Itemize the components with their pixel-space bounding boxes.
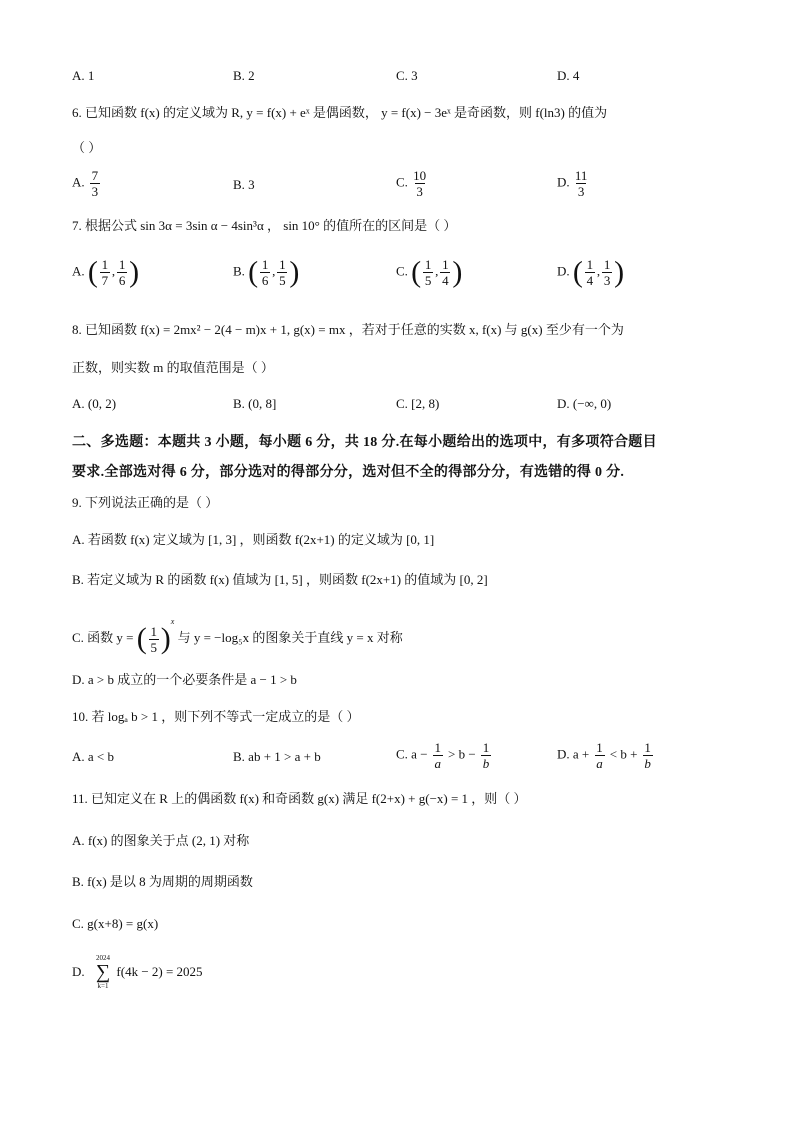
- denominator: 5: [279, 273, 286, 288]
- denominator: 6: [261, 273, 269, 288]
- q5-option-b: B. 2: [233, 68, 255, 83]
- q10-option-d-middle: < b +: [609, 746, 638, 762]
- q11-option-d-expression: f(4k − 2) = 2025: [116, 964, 203, 979]
- q8-option-b: B. (0, 8]: [233, 396, 277, 411]
- q7-option-a-label: A.: [72, 263, 85, 279]
- fraction: [423, 257, 433, 288]
- fraction: [643, 740, 653, 771]
- denominator: 5: [424, 273, 432, 288]
- q5-option-c: C. 3: [396, 68, 418, 83]
- numerator: 1: [482, 740, 490, 755]
- q6-option-d-label: D.: [557, 174, 570, 190]
- numerator: 7: [91, 168, 99, 183]
- q9-option-c-suffix: 与 y = −log₅x 的图象关于直线 y = x 对称: [177, 630, 403, 645]
- fraction: [117, 257, 127, 288]
- numerator: 1: [261, 257, 269, 272]
- q6-option-d: [557, 168, 589, 199]
- q6-blank: （ ）: [72, 140, 102, 155]
- denominator: 3: [577, 184, 585, 199]
- q11-stem: 11. 已知定义在 R 上的偶函数 f(x) 和奇函数 g(x) 满足 f(2+x) + g(−x) = 1 ，则（ ）: [72, 791, 527, 806]
- denominator: b: [644, 756, 651, 771]
- q6-stem: 6. 已知函数 f(x) 的定义域为 R, y = f(x) + eˣ 是偶函数， y = f(x) − 3eˣ 是奇函数，则 f(ln3) 的值为: [72, 105, 608, 120]
- q7-option-c-label: C.: [396, 263, 408, 279]
- numerator: 1: [150, 623, 158, 639]
- q11-option-b: B. f(x) 是以 8 为周期的周期函数: [72, 874, 253, 889]
- q7-stem: 7. 根据公式 sin 3α = 3sin α − 4sin³α ， sin 10° 的值所在的区间是（ ）: [72, 218, 457, 233]
- denominator: 4: [442, 273, 449, 288]
- numerator: 1: [424, 257, 432, 272]
- denominator: 3: [91, 184, 99, 199]
- q11-option-c: C. g(x+8) = g(x): [72, 916, 159, 931]
- q10-option-d: [557, 740, 655, 771]
- q9-option-d: D. a > b 成立的一个必要条件是 a − 1 > b: [72, 672, 297, 687]
- fraction: [90, 168, 100, 199]
- numerator: 1: [644, 740, 651, 755]
- fraction: [440, 257, 450, 288]
- q7-option-b: B. ( $\frac{1}{6}$ , $\frac{1}{5}$ ): [233, 255, 300, 289]
- q10-option-d-prefix: D. a +: [557, 746, 590, 762]
- q8-option-d: D. (−∞, 0): [557, 396, 612, 411]
- section-heading-line1: 二、多选题：本题共 3 小题，每小题 6 分，共 18 分.在每小题给出的选项中，有多项符合题目: [72, 435, 657, 450]
- q8-option-c: C. [2, 8): [396, 396, 440, 411]
- q7-option-a: A. ( $\frac{1}{7}$ , $\frac{1}{6}$ ): [72, 255, 140, 289]
- q10-option-c-middle: > b −: [448, 746, 476, 762]
- q8-stem-line1: 8. 已知函数 f(x) = 2mx² − 2(4 − m)x + 1, g(x) = mx ，若对于任意的实数 x, f(x) 与 g(x) 至少有一个为: [72, 322, 624, 337]
- fraction: [585, 257, 595, 288]
- fraction: [100, 257, 110, 288]
- q11-option-d: [72, 954, 203, 990]
- fraction: [481, 740, 491, 771]
- sum-lower-limit: k=1: [97, 982, 109, 990]
- sigma-symbol: ∑: [95, 961, 111, 983]
- q11-option-a: A. f(x) 的图象关于点 (2, 1) 对称: [72, 833, 250, 848]
- q7-option-d: D. ( $\frac{1}{4}$ , $\frac{1}{3}$ ): [557, 255, 625, 289]
- q9-option-c-prefix: C. 函数 y =: [72, 630, 134, 645]
- denominator: a: [596, 756, 603, 771]
- q8-stem-line2: 正数，则实数 m 的取值范围是（ ）: [72, 360, 274, 375]
- fraction: [595, 740, 605, 771]
- q9-stem: 9. 下列说法正确的是（ ）: [72, 495, 219, 510]
- q7-option-d-label: D.: [557, 263, 570, 279]
- fraction: [602, 257, 612, 288]
- section-heading-line2: 要求.全部选对得 6 分，部分选对的得部分分，选对但不全的得部分分，有选错的得 0 分.: [72, 465, 625, 480]
- fraction: [260, 257, 270, 288]
- q11-option-d-label: D.: [72, 964, 85, 979]
- q6-option-a-label: A.: [72, 174, 85, 190]
- denominator: 4: [586, 273, 594, 288]
- q9-option-c: C. 函数 y = ( $\frac{1}{5}$ )$^x$ 与 y = −log₅x 的图象关于直线 y = x 对称: [72, 617, 403, 656]
- fraction: [575, 168, 588, 199]
- numerator: 1: [596, 740, 603, 755]
- fraction: [433, 740, 443, 771]
- denominator: 6: [118, 273, 126, 288]
- denominator: 5: [150, 639, 158, 655]
- denominator: b: [482, 756, 490, 771]
- fraction: [413, 168, 426, 199]
- fraction: [149, 624, 159, 655]
- q10-option-c: [396, 740, 493, 771]
- denominator: a: [434, 756, 442, 771]
- q6-option-b: B. 3: [233, 177, 255, 192]
- numerator: 10: [413, 168, 427, 183]
- q7-option-c: C. ( $\frac{1}{5}$ , $\frac{1}{4}$ ): [396, 255, 463, 289]
- numerator: 1: [603, 257, 611, 272]
- q7-option-b-label: B.: [233, 263, 245, 279]
- q10-stem: 10. 若 logₐ b > 1 ，则下列不等式一定成立的是（ ）: [72, 709, 360, 724]
- numerator: 1: [586, 257, 594, 272]
- q10-option-b: B. ab + 1 > a + b: [233, 749, 321, 764]
- numerator: 1: [434, 740, 442, 755]
- summation: [96, 954, 110, 990]
- q5-option-d: D. 4: [557, 68, 580, 83]
- denominator: 7: [101, 273, 109, 288]
- denominator: 3: [603, 273, 611, 288]
- q10-option-c-prefix: C. a −: [396, 746, 428, 762]
- q6-option-c: [396, 168, 428, 199]
- q9-option-a: A. 若函数 f(x) 定义域为 [1, 3] ，则函数 f(2x+1) 的定义域为 [0, 1]: [72, 532, 435, 547]
- q5-option-a: A. 1: [72, 68, 95, 83]
- fraction: [277, 257, 287, 288]
- numerator: 1: [118, 257, 126, 272]
- sum-upper-limit: 2024: [96, 954, 111, 962]
- numerator: 1: [101, 257, 109, 272]
- denominator: 3: [416, 184, 423, 199]
- numerator: 1: [442, 257, 449, 272]
- q6-option-c-label: C.: [396, 174, 408, 190]
- numerator: 1: [279, 257, 286, 272]
- numerator: 11: [574, 168, 588, 183]
- q6-option-a: [72, 168, 102, 199]
- q10-option-a: A. a < b: [72, 749, 114, 764]
- q8-option-a: A. (0, 2): [72, 396, 117, 411]
- q9-option-b: B. 若定义域为 R 的函数 f(x) 值域为 [1, 5] ，则函数 f(2x+1) 的值域为 [0, 2]: [72, 572, 488, 587]
